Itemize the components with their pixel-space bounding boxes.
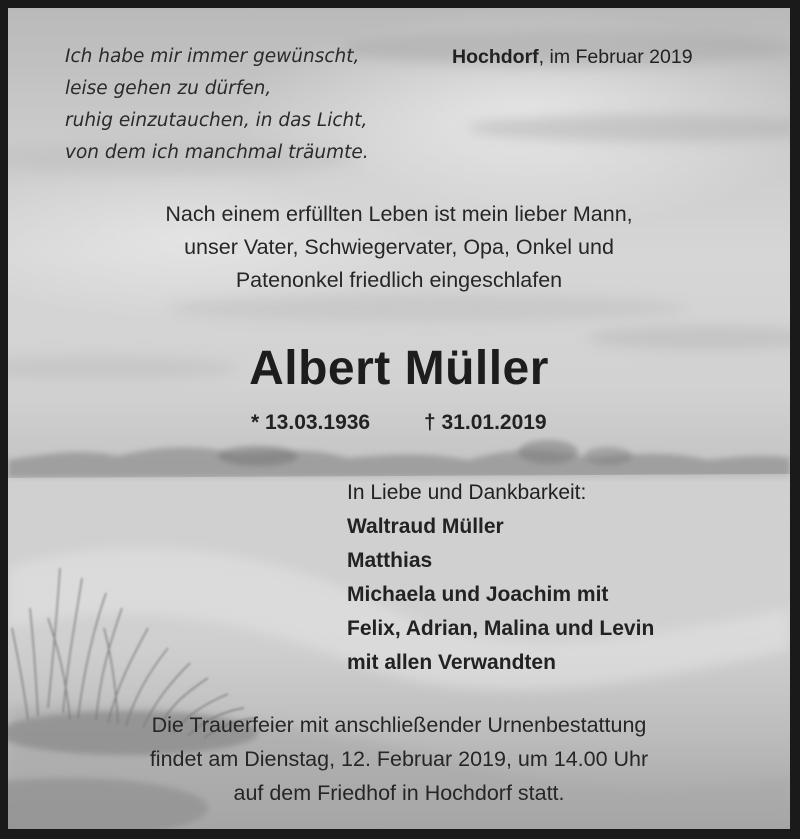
place-and-date xyxy=(452,44,693,70)
funeral-details xyxy=(8,708,790,810)
mourner-name: Waltraud Müller xyxy=(347,515,504,538)
mourner-name: Felix, Adrian, Malina und Levin xyxy=(347,617,655,640)
intro-line: unser Vater, Schwiegervater, Opa, Onkel und xyxy=(184,235,614,259)
place-name: Hochdorf xyxy=(452,46,539,68)
deceased-name: Albert Müller xyxy=(249,342,549,395)
mourners-block xyxy=(347,476,654,680)
mourner-name: mit allen Verwandten xyxy=(347,651,556,674)
intro-text xyxy=(8,198,790,297)
funeral-line: auf dem Friedhof in Hochdorf statt. xyxy=(233,781,565,805)
poem-line: ruhig einzutauchen, in das Licht, xyxy=(65,110,368,131)
mourner-name: Michaela und Joachim mit xyxy=(347,583,609,606)
funeral-line: Die Trauerfeier mit anschließender Urnenbestattung xyxy=(151,713,647,737)
poem xyxy=(65,41,369,169)
poem-line: von dem ich manchmal träumte. xyxy=(65,142,369,163)
intro-line: Patenonkel friedlich eingeschlafen xyxy=(235,268,563,292)
intro-line: Nach einem erfüllten Leben ist mein lieber Mann, xyxy=(165,202,633,226)
death-date: † 31.01.2019 xyxy=(424,411,547,434)
poem-line: Ich habe mir immer gewünscht, xyxy=(65,46,360,67)
notice-date: , im Februar 2019 xyxy=(538,46,693,68)
mourners-label: In Liebe und Dankbarkeit: xyxy=(347,481,587,504)
birth-date: * 13.03.1936 xyxy=(251,411,371,434)
horizon-treeline xyxy=(8,440,790,478)
mourner-name: Matthias xyxy=(347,549,433,572)
poem-line: leise gehen zu dürfen, xyxy=(65,78,272,99)
obituary-notice xyxy=(8,8,790,829)
funeral-line: findet am Dienstag, 12. Februar 2019, um 14.00 Uhr xyxy=(149,747,649,771)
